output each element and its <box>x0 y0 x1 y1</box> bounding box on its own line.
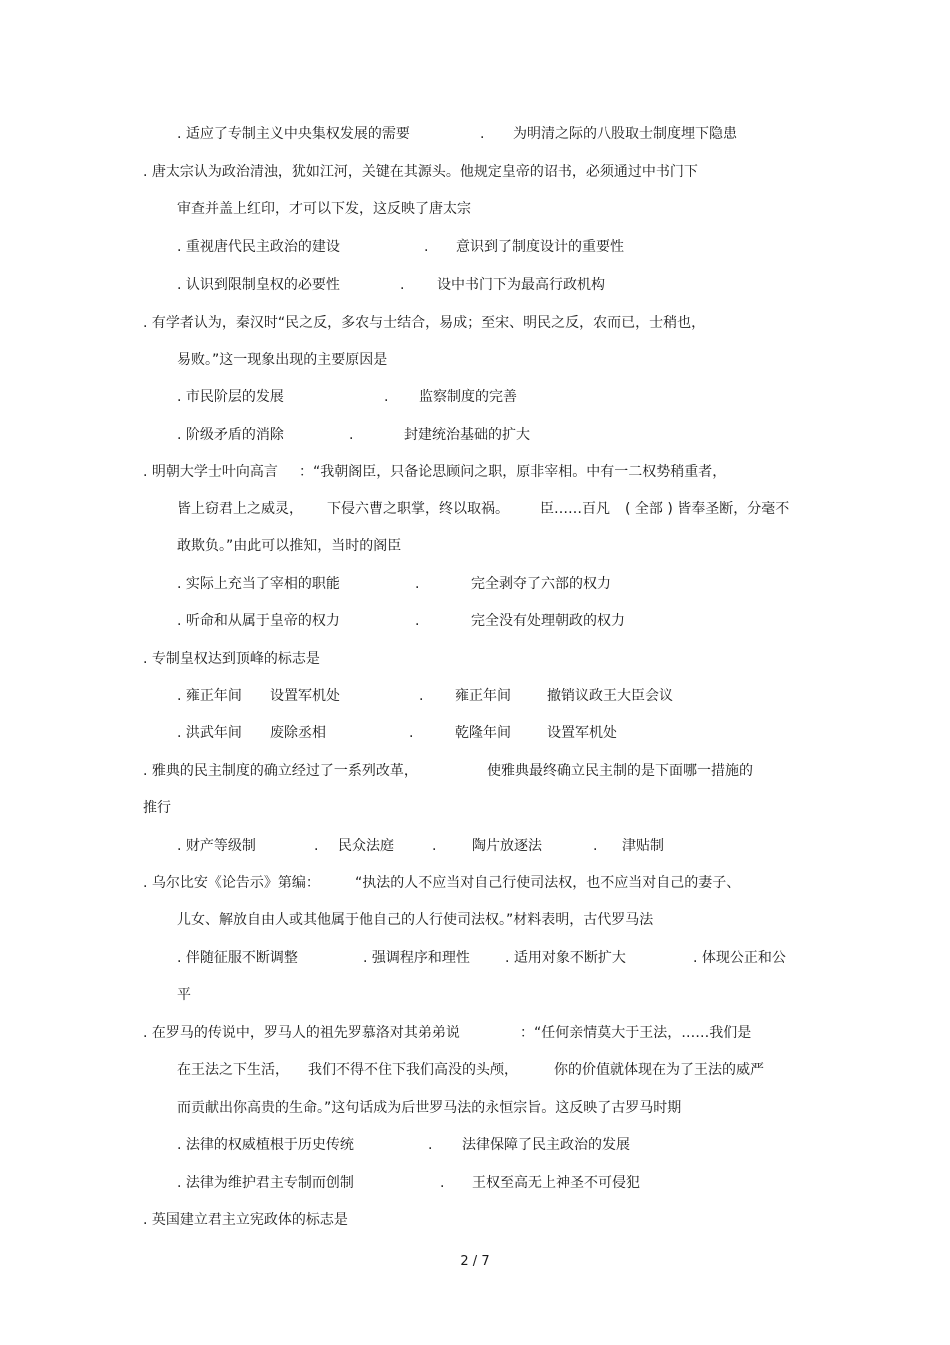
option-d: 乾隆年间 <box>455 725 511 741</box>
option-c: . 适用对象不断扩大 <box>505 950 626 966</box>
option-c: . 认识到限制皇权的必要性 <box>177 277 340 293</box>
option-b: 意识到了制度设计的重要性 <box>456 239 624 255</box>
option-a-detail: 设置军机处 <box>270 688 340 704</box>
question-text: ( 全部 ) 皆奉圣断，分毫不 <box>625 501 790 517</box>
page-number: 2 / 7 <box>460 1254 490 1269</box>
question-text: 而贡献出你高贵的生命。”这句话成为后世罗马法的永恒宗旨。这反映了古罗马时期 <box>177 1100 682 1116</box>
question-text: 下侵六曹之职掌，终以取祸。 <box>327 501 509 517</box>
option-b: . 强调程序和理性 <box>363 950 470 966</box>
option-dot: . <box>480 126 485 142</box>
option-d: . 体现公正和公 <box>693 950 786 966</box>
option-c: . 阶级矛盾的消除 <box>177 427 284 443</box>
question-text: . 在罗马的传说中，罗马人的祖先罗慕洛对其弟弟说 <box>143 1025 460 1041</box>
option-c: 陶片放逐法 <box>472 838 542 854</box>
option-dot: . <box>409 725 414 741</box>
option-dot: . <box>440 1175 445 1191</box>
option-d: 完全没有处理朝政的权力 <box>471 613 625 629</box>
option-dot: . <box>314 838 319 854</box>
option-d: 封建统治基础的扩大 <box>404 427 530 443</box>
option-a: . 适应了专制主义中央集权发展的需要 <box>177 126 410 142</box>
option-d: 设中书门下为最高行政机构 <box>437 277 605 293</box>
option-a: . 伴随征服不断调整 <box>177 950 298 966</box>
option-dot: . <box>349 427 354 443</box>
question-text: 敢欺负。”由此可以推知，当时的阁臣 <box>177 538 402 554</box>
option-a: . 雍正年间 <box>177 688 242 704</box>
option-b: 法律保障了民主政治的发展 <box>462 1137 630 1153</box>
option-dot: . <box>400 277 405 293</box>
option-dot: . <box>432 838 437 854</box>
option-d: 津贴制 <box>622 838 664 854</box>
option-c: . 听命和从属于皇帝的权力 <box>177 613 340 629</box>
option-b-detail: 撤销议政王大臣会议 <box>547 688 673 704</box>
option-dot: . <box>593 838 598 854</box>
option-dot: . <box>428 1137 433 1153</box>
question-text: 审查并盖上红印，才可以下发，这反映了唐太宗 <box>177 201 471 217</box>
question-text: 我们不得不住下我们高没的头颅， <box>308 1062 518 1078</box>
option-dot: . <box>415 613 420 629</box>
question-text: “执法的人不应当对自己行使司法权，也不应当对自己的妻子、 <box>355 875 741 891</box>
option-b: 民众法庭 <box>338 838 394 854</box>
question-text: . 唐太宗认为政治清浊，犹如江河，关键在其源头。他规定皇帝的诏书，必须通过中书门下 <box>143 164 698 180</box>
option-b: 雍正年间 <box>455 688 511 704</box>
option-dot: . <box>384 389 389 405</box>
question-text: . 乌尔比安《论告示》第编： <box>143 875 320 891</box>
option-a: . 法律的权威植根于历史传统 <box>177 1137 354 1153</box>
option-dot: . <box>415 576 420 592</box>
option-dot: . <box>424 239 429 255</box>
question-text: 臣……百凡 <box>540 501 610 517</box>
question-text: 在王法之下生活， <box>177 1062 289 1078</box>
question-text: ：“我朝阁臣，只备论思顾问之职，原非宰相。中有一二权势稍重者， <box>299 464 727 480</box>
question-text: . 有学者认为，秦汉时“民之反，多农与士结合，易成；至宋、明民之反，农而已，士稍也， <box>143 315 706 331</box>
question-text: . 专制皇权达到顶峰的标志是 <box>143 651 320 667</box>
question-text: 儿女、解放自由人或其他属于他自己的人行使司法权。”材料表明，古代罗马法 <box>177 912 654 928</box>
option-c: . 洪武年间 <box>177 725 242 741</box>
question-text: ：“任何亲情莫大于王法，……我们是 <box>520 1025 752 1041</box>
question-text: 推行 <box>143 800 171 816</box>
question-text: 你的价值就体现在为了王法的威严 <box>554 1062 764 1078</box>
question-text: 皆上窃君上之威灵， <box>177 501 303 517</box>
option-b: 完全剥夺了六部的权力 <box>471 576 611 592</box>
option-a: . 实际上充当了宰相的职能 <box>177 576 340 592</box>
option-c-detail: 废除丞相 <box>270 725 326 741</box>
option-a: . 财产等级制 <box>177 838 256 854</box>
option-d-detail: 设置军机处 <box>547 725 617 741</box>
option-a: . 市民阶层的发展 <box>177 389 284 405</box>
question-text: 易败。”这一现象出现的主要原因是 <box>177 352 388 368</box>
option-a: . 重视唐代民主政治的建设 <box>177 239 340 255</box>
option-d: 王权至高无上神圣不可侵犯 <box>472 1175 640 1191</box>
question-text: 使雅典最终确立民主制的是下面哪一措施的 <box>487 763 753 779</box>
question-text: . 明朝大学士叶向高言 <box>143 464 278 480</box>
question-text: . 英国建立君主立宪政体的标志是 <box>143 1212 348 1228</box>
option-b: 监察制度的完善 <box>419 389 517 405</box>
option-b: 为明清之际的八股取士制度埋下隐患 <box>513 126 737 142</box>
option-dot: . <box>419 688 424 704</box>
option-d-wrap: 平 <box>177 987 191 1003</box>
question-text: . 雅典的民主制度的确立经过了一系列改革， <box>143 763 418 779</box>
option-c: . 法律为维护君主专制而创制 <box>177 1175 354 1191</box>
